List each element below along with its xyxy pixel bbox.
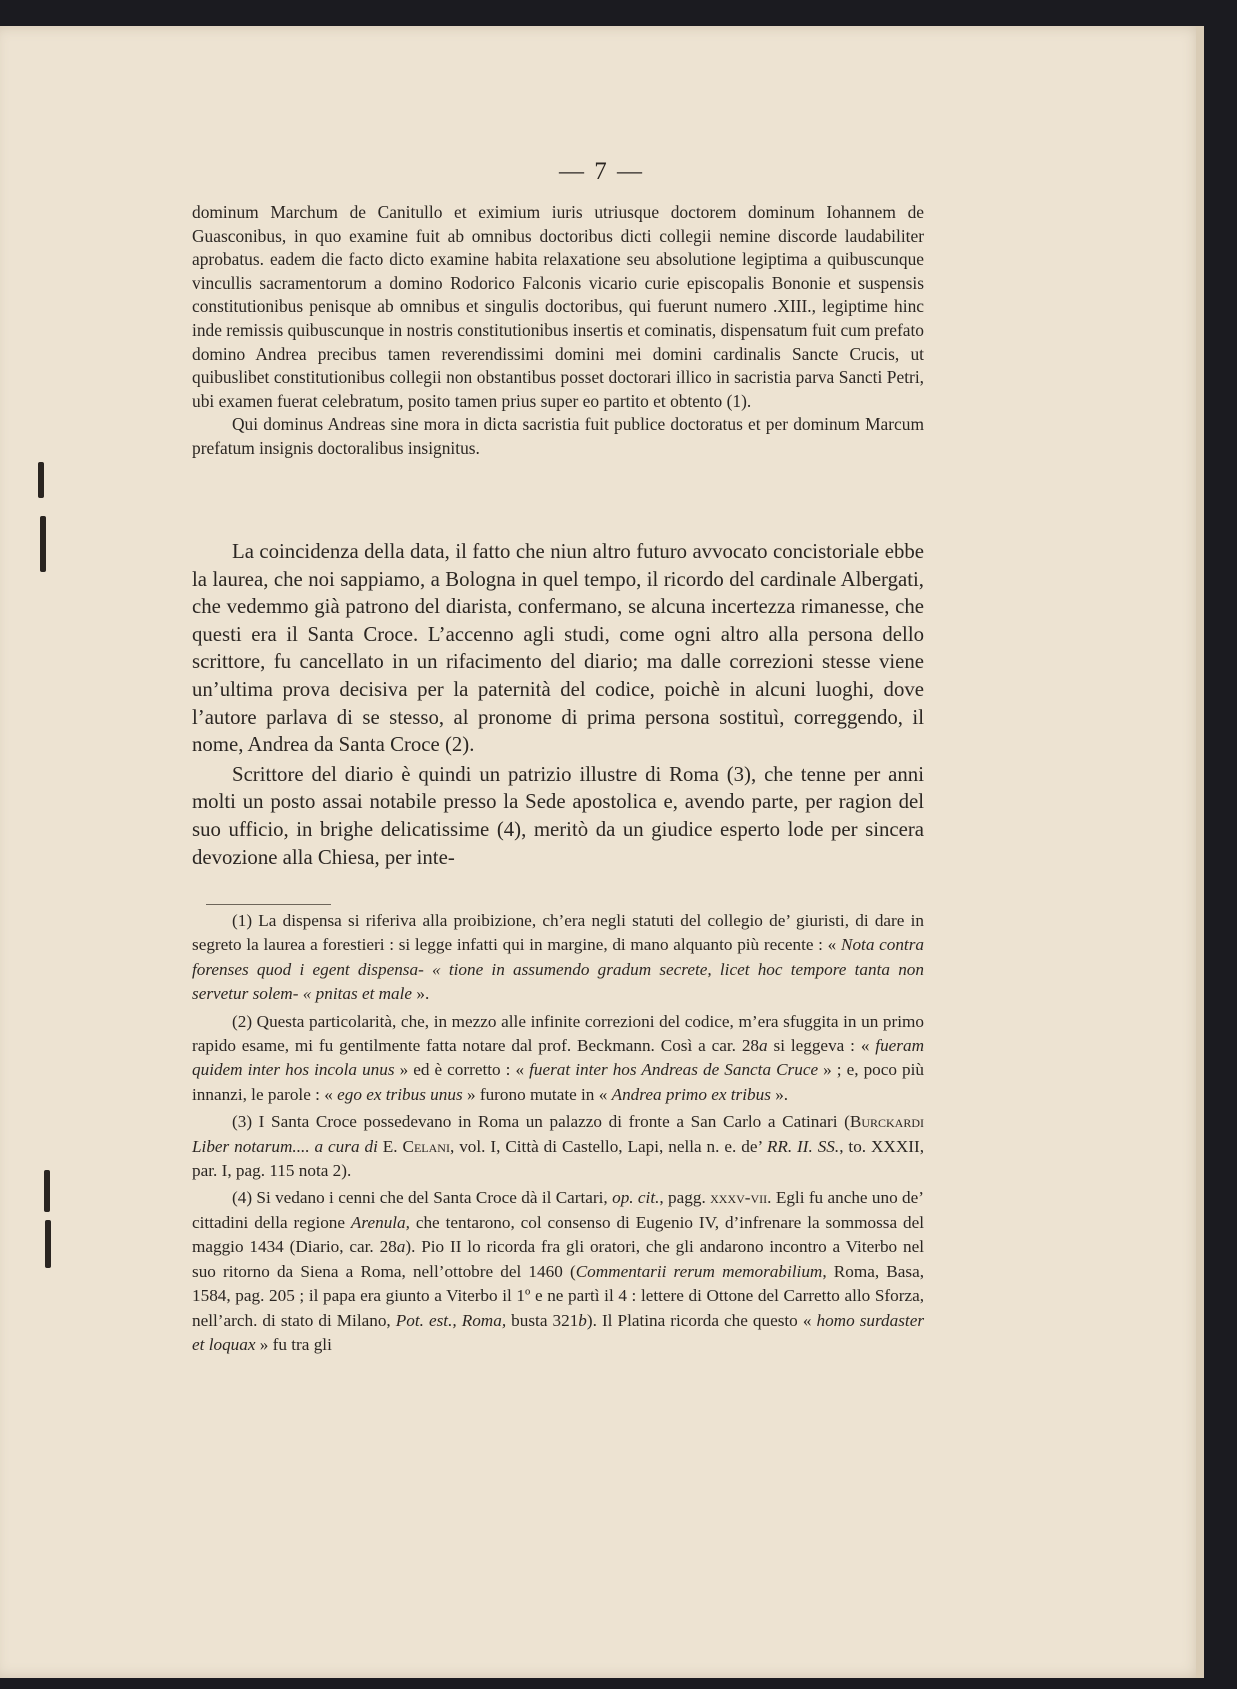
binding-mark	[38, 462, 44, 498]
main-text	[192, 538, 924, 871]
page-number: — 7 —	[559, 158, 644, 185]
footnote-rule	[206, 904, 331, 905]
binding-mark	[40, 516, 46, 572]
body-paragraph: La coincidenza della data, il fatto che niun altro futuro avvocato concistoriale ebbe la laurea, che noi sappiamo, a Bologna in quel tempo, il ricordo del cardinale Albergati, che vedemmo già patrono del diarista, confermano, se alcuna incertezza rimanesse, che questi era il Santa Croce. L’accenno agli studi, come ogni altro alla persona dello scrittore, fu cancellato in un rifacimento del diario; ma dalle correzioni stesse viene un’ultima prova decisiva per la paternità del codice, poichè in alcuni luoghi, dove l’autore parlava di se stesso, al pronome di prima persona sostituì, correggendo, il nome, Andrea da Santa Croce (2).	[192, 540, 924, 757]
footnote-1: (1) La dispensa si riferiva alla proibizione, ch’era negli statuti del collegio de’ giuristi, di dare in segreto la laurea a forestieri : si legge infatti qui in margine, di mano alquanto più recente : « Nota contra forenses quod i egent dispensa- « tione in assumendo gradum secrete, licet hoc tempore tanta non servetur solem- « pnitas et male ».	[192, 911, 924, 1004]
binding-mark	[45, 1220, 51, 1268]
page-edge	[1196, 26, 1204, 1678]
footnote-4: (4) Si vedano i cenni che del Santa Croce dà il Cartari, op. cit., pagg. xxxv-vii. Egli fu anche uno de’ cittadini della regione Arenula, che tentarono, col consenso di Eugenio IV, d’infrenare la sommossa del maggio 1434 (Diario, car. 28a). Pio II lo ricorda fra gli oratori, che gli andarono incontro a Viterbo nel suo ritorno da Siena a Roma, nell’ottobre del 1460 (Commentarii rerum memorabilium, Roma, Basa, 1584, pag. 205 ; il papa era giunto a Viterbo il 1º e ne partì il 4 : lettere di Ottone del Carretto allo Sforza, nell’arch. di stato di Milano, Pot. est., Roma, busta 321b). Il Platina ricorda che questo « homo surdaster et loquax » fu tra gli	[192, 1188, 925, 1354]
footnote-3: (3) I Santa Croce possedevano in Roma un palazzo di fronte a San Carlo a Catinari (Burckardi Liber notarum.... a cura di E. Celani, vol. I, Città di Castello, Lapi, nella n. e. de’ RR. II. SS., to. XXXII, par. I, pag. 115 nota 2).	[192, 1112, 924, 1181]
latin-paragraph: Qui dominus Andreas sine mora in dicta sacristia fuit publice doctoratus et per dominum Marcum prefatum insignis doctoralibus insignitus.	[192, 414, 924, 458]
body-paragraph: Scrittore del diario è quindi un patrizio illustre di Roma (3), che tenne per anni molti un posto assai notabile presso la Sede apostolica e, avendo parte, per ragion del suo ufficio, in brighe delicatissime (4), meritò da un giudice esperto lode per sincera devozione alla Chiesa, per inte-	[192, 762, 924, 869]
footnotes	[192, 909, 924, 1357]
latin-quotation	[192, 201, 924, 461]
footnote-2: (2) Questa particolarità, che, in mezzo alle infinite correzioni del codice, m’era sfuggita in un primo rapido esame, mi fu gentilmente fatta notare dal prof. Beckmann. Così a car. 28a si leggeva : « fueram quidem inter hos incola unus » ed è corretto : « fuerat inter hos Andreas de Sancta Cruce » ; e, poco più innanzi, le parole : « ego ex tribus unus » furono mutate in « Andrea primo ex tribus ».	[192, 1011, 924, 1104]
binding-mark	[44, 1170, 50, 1212]
latin-paragraph: dominum Marchum de Canitullo et eximium iuris utriusque doctorem dominum Iohannem de Guasconibus, in quo examine fuit ab omnibus doctoribus dicti collegii nemine discorde laudabiliter aprobatus. eadem die facto dicto examine habita relaxatione seu absolutione legiptima a quibuscunque vincullis sacramentorum a domino Rodorico Falconis vicario curie episcopalis Bononie et suspensis constitutionibus penisque ab omnibus et singulis doctoribus, qui fuerunt numero .XIII., legiptime hinc inde remissis quibuscunque in nostris constitutionibus insertis et cominatis, dispensatum fuit cum prefato domino Andrea precibus tamen reverendissimi domini mei domini cardinalis Sancte Crucis, ut quibuslibet constitutionibus collegii non obstantibus posset doctorari illico in sacristia parva Sancti Petri, ubi examen fuerat celebratum, posito tamen prius super eo partito et obtento (1).	[192, 202, 924, 411]
